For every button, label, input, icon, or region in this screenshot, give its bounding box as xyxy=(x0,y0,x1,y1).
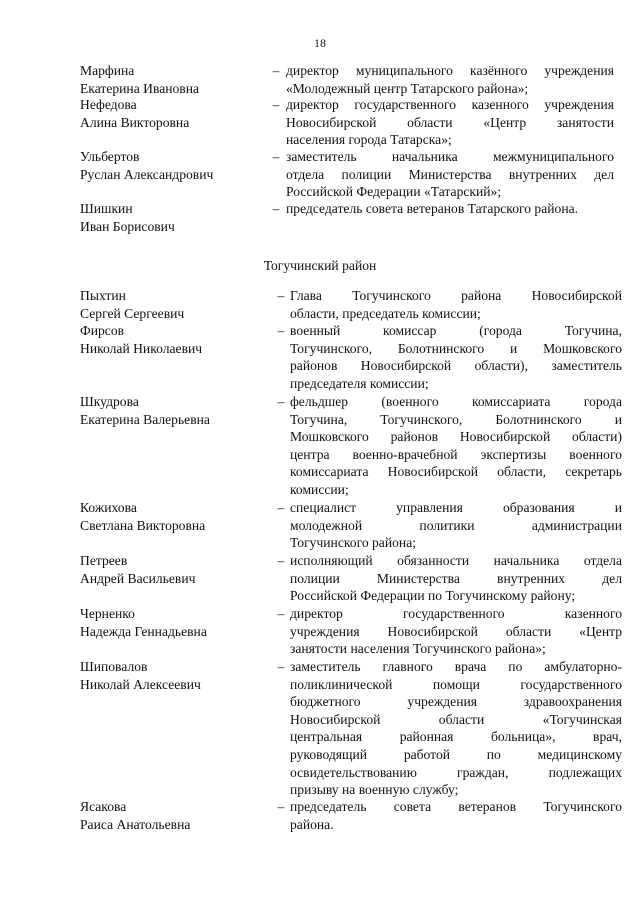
member-entry xyxy=(0,96,640,148)
member-role: заместитель главного врача по амбулаторно- поликлинической помощи государственного бюджетного учреждения здравоохранения Новосибирской области «Тогучинская центральная районная больница», врач, руководящий работой по медицинскому освидетельствованию граждан, подлежащих призыву на военную службу; xyxy=(290,659,622,798)
member-entry xyxy=(0,552,640,605)
dash-separator: – xyxy=(277,553,285,568)
member-name: Марфина Екатерина Ивановна xyxy=(80,63,200,96)
member-name: Ясакова Раиса Анатольевна xyxy=(80,799,191,832)
member-role: специалист управления образования и молодежной политики администрации Тогучинского района; xyxy=(290,500,622,551)
dash-separator: – xyxy=(277,500,285,515)
dash-separator: – xyxy=(277,288,285,303)
district-heading: Тогучинский район xyxy=(263,258,377,273)
member-name: Ульбертов Руслан Александрович xyxy=(80,149,214,182)
member-name: Черненко Надежда Геннадьевна xyxy=(80,606,207,639)
member-entry xyxy=(0,322,640,393)
member-entry xyxy=(0,605,640,658)
dash-separator: – xyxy=(277,799,285,814)
member-name: Пыхтин Сергей Сергеевич xyxy=(80,288,185,321)
member-entry xyxy=(0,62,640,96)
member-entry xyxy=(0,287,640,322)
member-entry xyxy=(0,499,640,552)
dash-separator: – xyxy=(272,201,280,216)
member-entry xyxy=(0,658,640,798)
member-entry xyxy=(0,393,640,499)
member-role: директор государственного казенного учреждения Новосибирской области «Центр занятости населения Тогучинского района»; xyxy=(290,606,622,657)
dash-separator: – xyxy=(277,323,285,338)
member-role: председатель совета ветеранов Тогучинского района. xyxy=(290,799,622,832)
member-role: фельдшер (военного комиссариата города Тогучина, Тогучинского, Болотнинского и Мошковского районов Новосибирской области) центра военно-врачебной экспертизы военного комиссариата Новосибирской области, секретарь комиссии; xyxy=(290,394,622,497)
member-name: Шиповалов Николай Алексеевич xyxy=(80,659,201,692)
committee-list-toguchinsky xyxy=(0,287,640,834)
member-name: Кожихова Светлана Викторовна xyxy=(80,500,206,533)
member-role: заместитель начальника межмуниципального отдела полиции Министерства внутренних дел Российской Федерации «Татарский»; xyxy=(286,149,614,200)
dash-separator: – xyxy=(272,63,280,78)
dash-separator: – xyxy=(272,149,280,164)
member-entry xyxy=(0,798,640,834)
member-role: исполняющий обязанности начальника отдела полиции Министерства внутренних дел Российской Федерации по Тогучинскому району; xyxy=(290,553,622,604)
member-role: директор муниципального казённого учреждения «Молодежный центр Татарского района»; xyxy=(286,63,614,96)
member-name: Петреев Андрей Васильевич xyxy=(80,553,196,586)
member-entry xyxy=(0,148,640,200)
committee-list-tatarsky xyxy=(0,62,640,236)
member-role: председатель совета ветеранов Татарского района. xyxy=(286,201,579,216)
dash-separator: – xyxy=(277,606,285,621)
member-role: Глава Тогучинского района Новосибирской области, председатель комиссии; xyxy=(290,288,622,321)
dash-separator: – xyxy=(277,659,285,674)
member-name: Фирсов Николай Николаевич xyxy=(80,323,203,356)
member-name: Шишкин Иван Борисович xyxy=(80,201,175,234)
member-entry xyxy=(0,200,640,236)
dash-separator: – xyxy=(277,394,285,409)
member-role: военный комиссар (города Тогучина, Тогучинского, Болотнинского и Мошковского районов Новосибирской области), заместитель председателя комиссии; xyxy=(290,323,622,391)
page-number: 18 xyxy=(314,36,326,50)
dash-separator: – xyxy=(272,97,280,112)
member-role: директор государственного казенного учреждения Новосибирской области «Центр занятости населения города Татарска»; xyxy=(286,97,614,148)
member-name: Нефедова Алина Викторовна xyxy=(80,97,190,130)
member-name: Шкудрова Екатерина Валерьевна xyxy=(80,394,210,427)
